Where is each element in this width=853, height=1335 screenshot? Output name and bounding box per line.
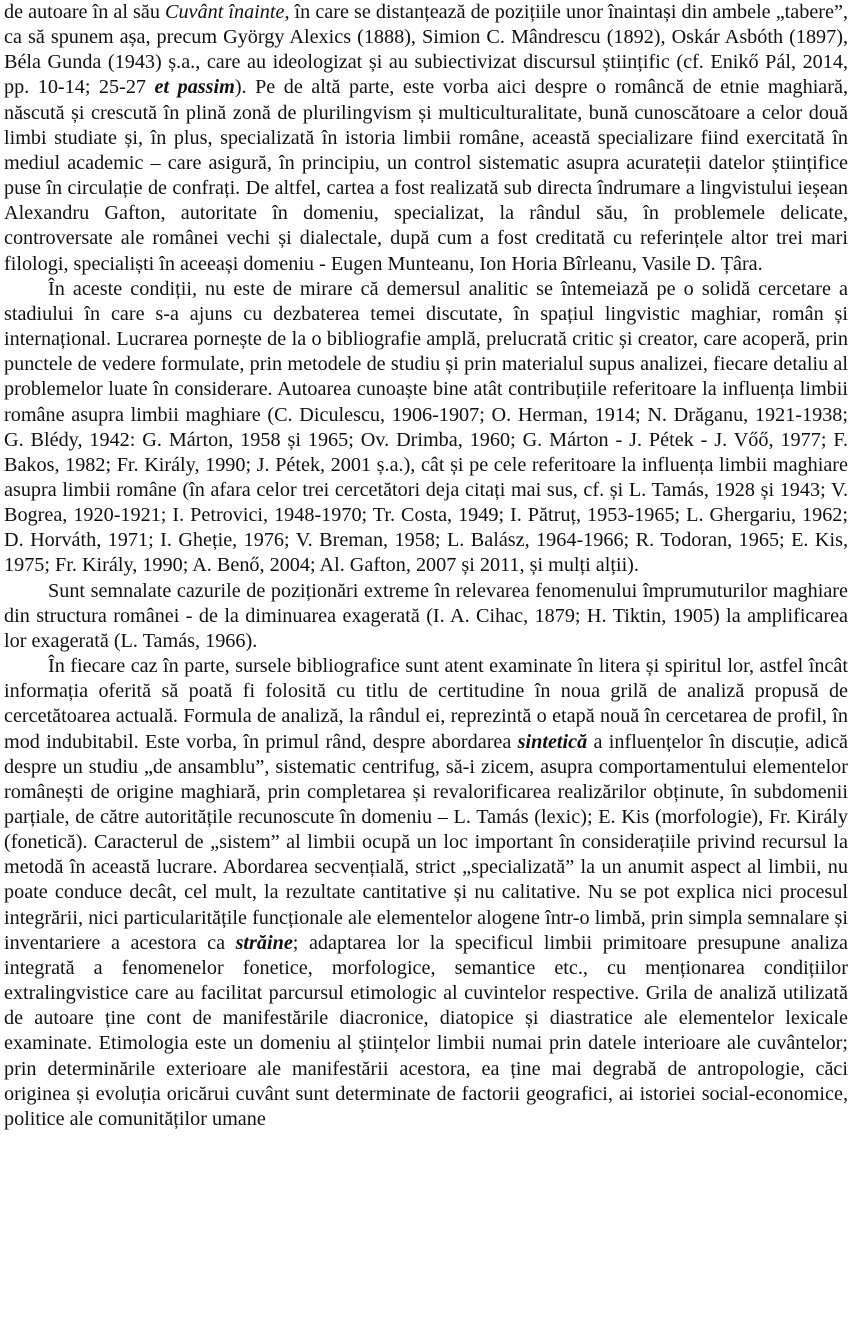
emphasis-term: sintetică: [517, 730, 588, 753]
text-run: ). Pe de altă parte, este vorba aici despre o româncă de etnie maghiară, născută și crescută în plină zonă de plurilingvism și multiculturalitate, bună cunoscătoare a celor două limbi studiate și, în plus, specializată în istoria limbii române, această specializare fiind exercitată în mediul academic – care asigură, în principiu, un control sistematic asupra acurateții datelor științifice puse în circulație de confrați. De altfel, cartea a fost realizată sub directa îndrumare a lingvistului ieșean Alexandru Gafton, autoritate în domeniu, specializat, la rândul său, în problemele delicate, controversate ale românei vechi și dialectale, după cum a fost creditată cu referințele altor trei mari filologi, specialiști în aceeași domeniu - Eugen Munteanu, Ion Horia Bîrleanu, Vasile D. Țâra.: [4, 76, 848, 275]
paragraph-2: [4, 277, 848, 579]
emphasis-title: Cuvânt înainte: [164, 1, 285, 23]
text-run: Sunt semnalate cazurile de poziționări extreme în relevarea fenomenului împrumuturilor maghiare din structura românei - de la diminuarea exagerată (I. A. Cihac, 1879; H. Tiktin, 1905) la amplificarea lor exagerată (L. Tamás, 1966).: [4, 579, 848, 652]
paragraph-3: [4, 579, 848, 654]
text-run: , în care se distanțează de pozițiile unor înaintași din ambele „tabere”, ca să spunem așa, precum György Alexics (1888), Simion C. Mândrescu (1892), Oskár Asbóth (1897), Béla Gunda (1943) ș.a., care au ideologizat și au subiectivizat discursul științific (cf. Enikő Pál, 2014, pp. 10-14; 25-27: [4, 1, 848, 99]
text-run: În aceste condiții, nu este de mirare că demersul analitic se întemeiază pe o solidă cercetare a stadiului în care s-a ajuns cu dezbaterea temei discutate, în spațiul lingvistic maghiar, român și internațional. Lucrarea pornește de la o bibliografie amplă, prelucrată critic și creator, care acoperă, prin punctele de vedere formulate, prin metodele de studiu și prin materialul supus analizei, fiecare detaliu al problemelor luate în considerare. Autoarea cunoaște bine atât contribuțiile referitoare la influența limbii române asupra limbii maghiare (C. Diculescu, 1906-1907; O. Herman, 1914; N. Drăganu, 1921-1938; G. Blédy, 1942: G. Márton, 1958 și 1965; Ov. Drimba, 1960; G. Márton - J. Pétek - J. Vőő, 1977; F. Bakos, 1982; Fr. Király, 1990; J. Pétek, 2001 ș.a.), cât și pe cele referitoare la influența limbii maghiare asupra limbii române (în afara celor trei cercetători deja citați mai sus, cf. și L. Tamás, 1928 și 1943; V. Bogrea, 1920-1921; I. Petrovici, 1948-1970; Tr. Costa, 1949; I. Pătruț, 1953-1965; L. Ghergariu, 1962; D. Horváth, 1971; I. Gheție, 1976; V. Breman, 1958; L. Balász, 1964-1966; R. Todoran, 1965; E. Kis, 1975; Fr. Király, 1990; A. Benő, 2004; Al. Gafton, 2007 și 2011, și mulți alții).: [4, 277, 848, 577]
paragraph-4: [4, 654, 848, 1132]
emphasis-term: străine: [235, 931, 293, 954]
paragraph-1: [4, 0, 848, 277]
text-run: În fiecare caz în parte, sursele bibliografice sunt atent examinate în litera și spiritul lor, astfel încât informația oferită să poată fi folosită cu titlu de certitudine în noua grilă de analiză propusă de cercetătoarea actuală. Formula de analiză, la rândul ei, reprezintă o etapă nouă în cercetarea de profil, în mod indubitabil. Este vorba, în primul rând, despre abordarea: [4, 655, 848, 753]
text-run: de autoare în al său: [4, 1, 165, 23]
emphasis-term: et passim: [154, 76, 235, 99]
text-run: ; adaptarea lor la specificul limbii primitoare presupune analiza integrată a fenomenelor fonetice, morfologice, semantice etc., cu menționarea condițiilor extralingvistice care au facilitat parcursul etimologic al cuvintelor respective. Grila de analiză utilizată de autoare ține cont de manifestările diacronice, diatopice și diastratice ale elementelor lexicale examinate. Etimologia este un domeniu al științelor limbii numai prin datele interioare ale cuvântelor; prin determinările exterioare ale manifestării acestora, ea ține mai degrabă de antropologie, căci originea și evoluția oricărui cuvânt sunt determinate de factorii geografici, ai istoriei social-economice, politice ale comunităților umane: [4, 931, 848, 1130]
text-run: a influențelor în discuție, adică despre un studiu „de ansamblu”, sistematic centrifug, să-i zicem, asupra comportamentului elementelor românești de origine maghiară, prin completarea și revalorificarea realizărilor obținute, în subdomenii parțiale, de către autoritățile recunoscute în domeniu – L. Tamás (lexic); E. Kis (morfologie), Fr. Király (fonetică). Caracterul de „sistem” al limbii ocupă un loc important în considerațiile privind recursul la metodă în această lucrare. Abordarea secvențială, strict „specializată” la un anumit aspect al limbii, nu poate conduce decât, cel mult, la rezultate cantitative și nu calitative. Nu se pot explica nici procesul integrării, nici particularitățile funcționale ale elementelor alogene într-o limbă, prin simpla semnalare și inventariere a acestora ca: [4, 730, 848, 954]
